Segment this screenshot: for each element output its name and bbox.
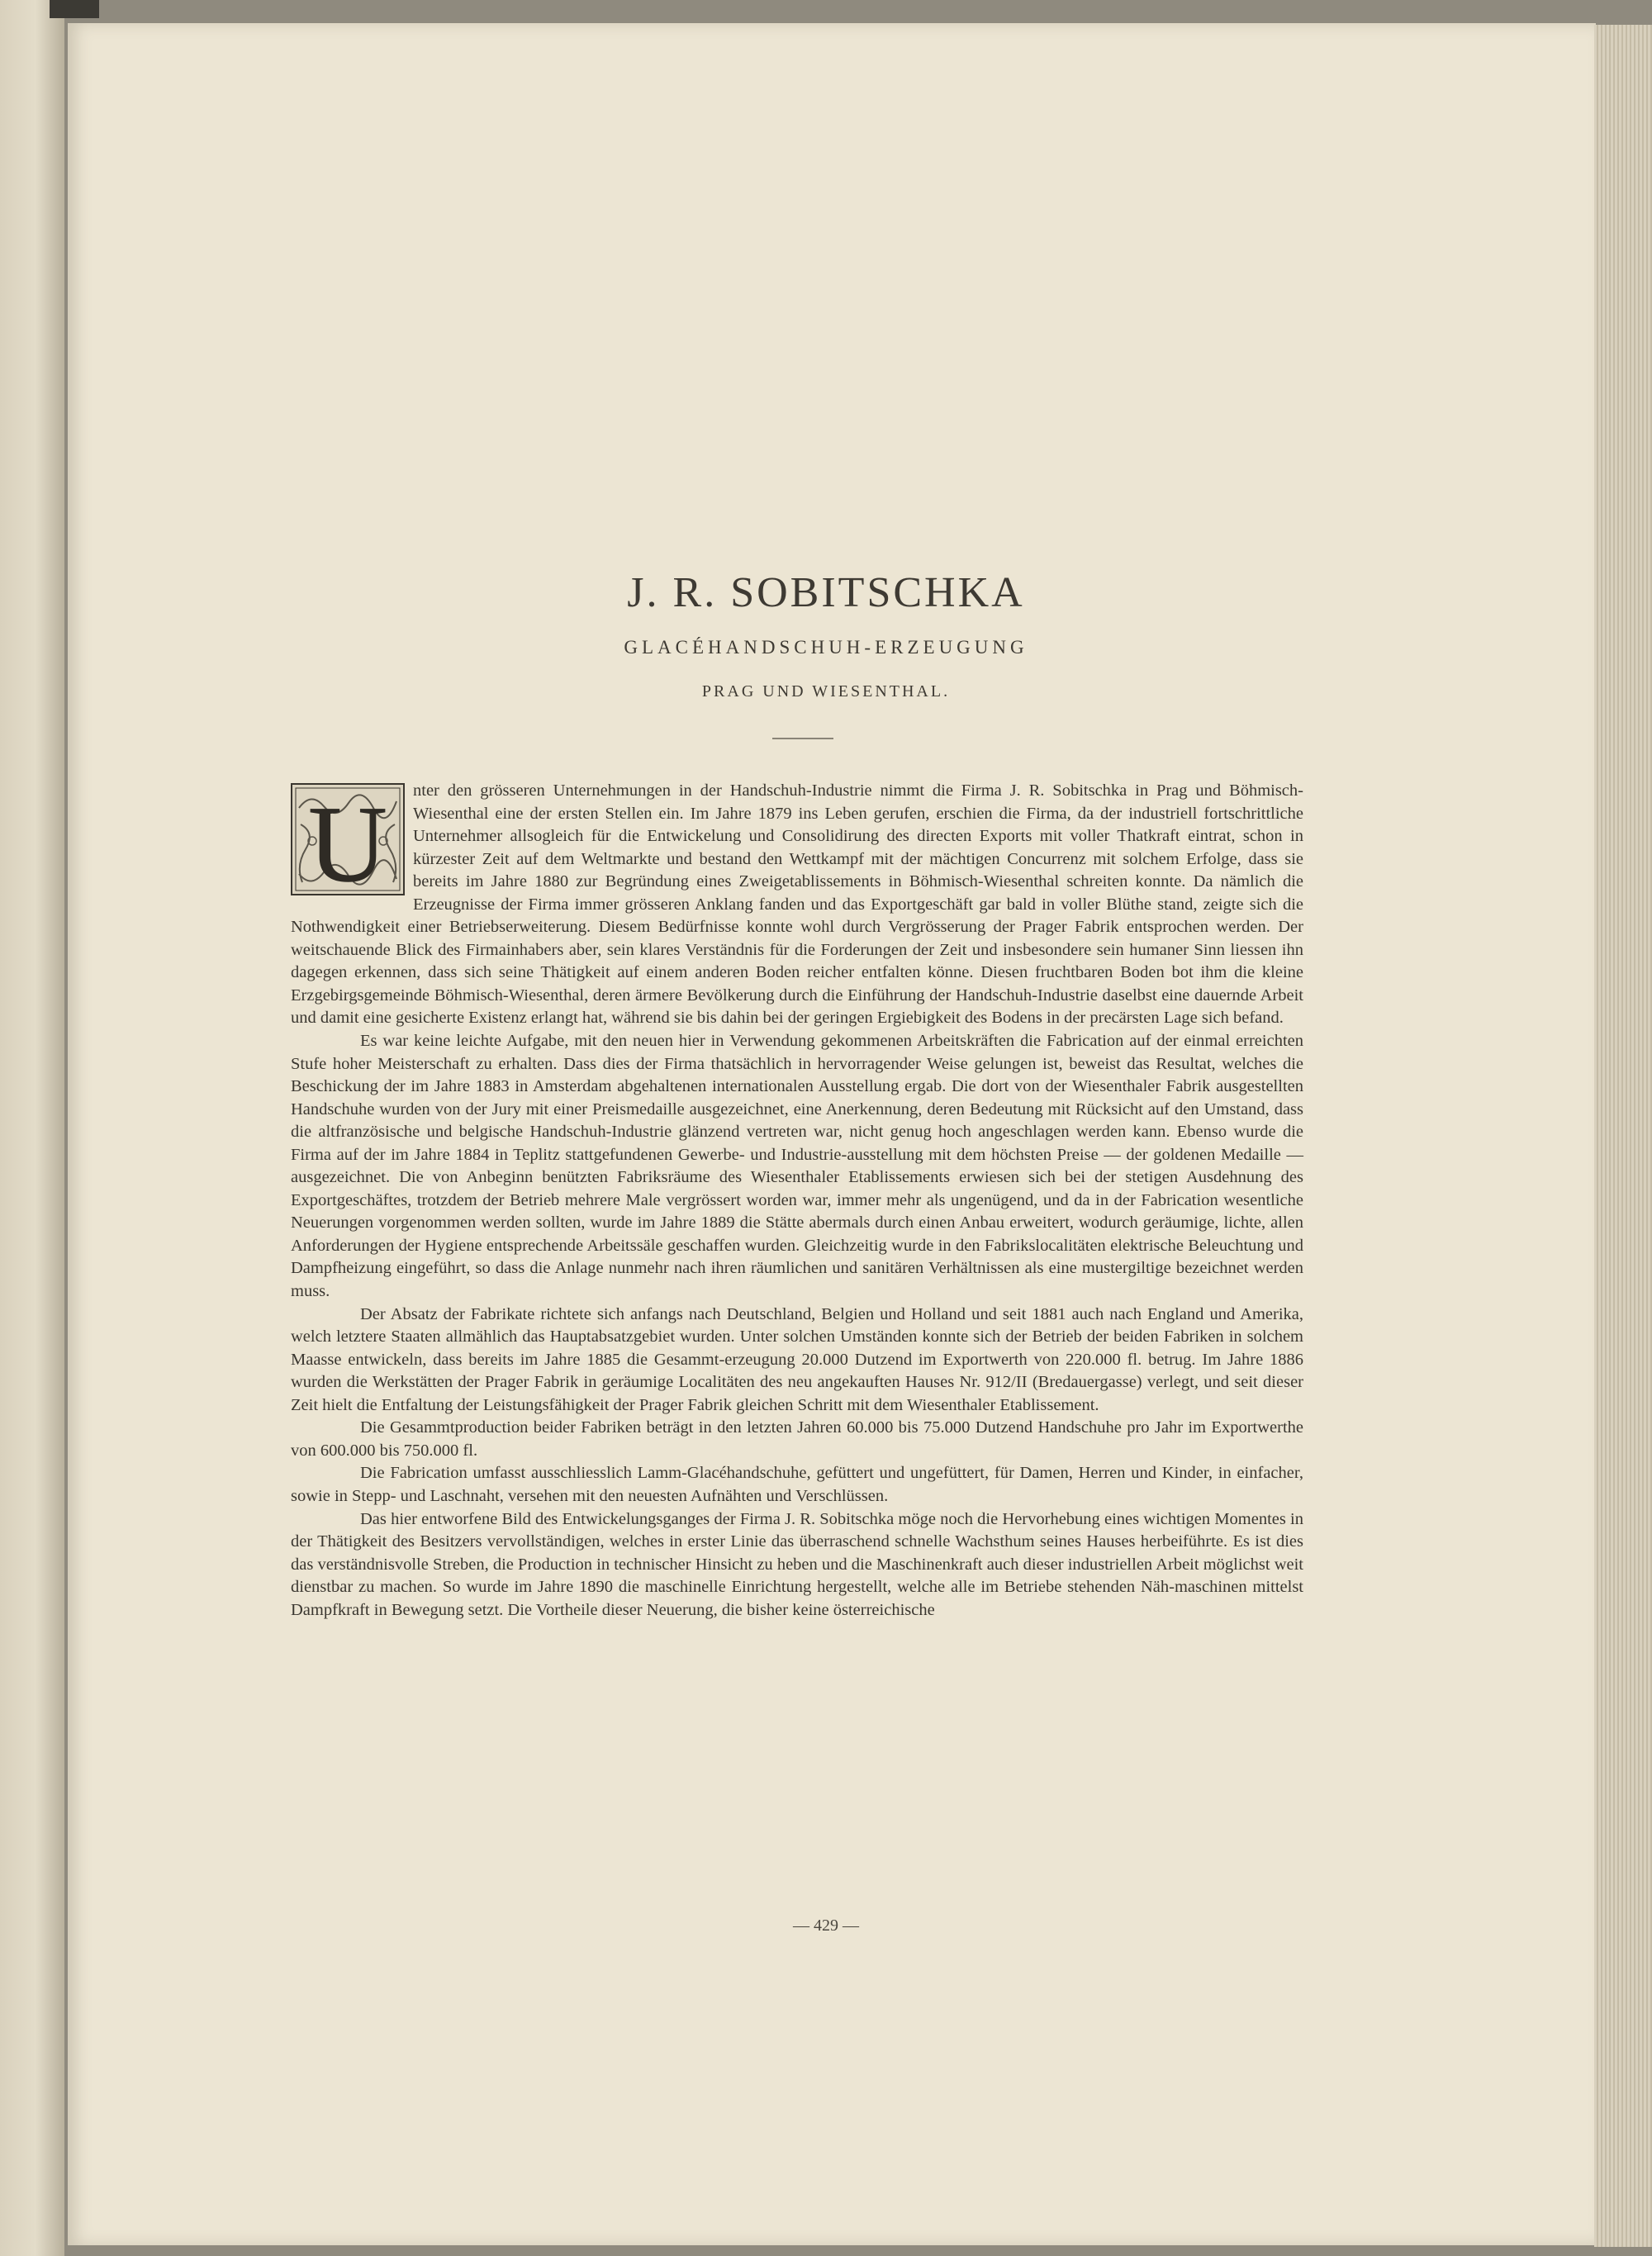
paragraph: Das hier entworfene Bild des Entwickelungsganges der Firma J. R. Sobitschka möge noch die Hervorhebung eines wichtigen Momentes in der Thätigkeit des Besitzers vervollständigen, welches in erster Linie das überraschend schnelle Wachsthum seines Hauses herbeiführte. Es ist dies das verständnisvolle Streben, die Production in technischer Hinsicht zu heben und die Maschinenkraft auch dieser industriellen Arbeit möglichst weit dienstbar zu machen. So wurde im Jahre 1890 die maschinelle Einrichtung hergestellt, welche alle im Betriebe stehenden Näh-maschinen mittelst Dampfkraft in Bewegung setzt. Die Vortheile dieser Neuerung, die bisher keine österreichische (291, 1509, 1303, 1619)
page-subtitle: GLACÉHANDSCHUH-ERZEUGUNG (624, 637, 1028, 658)
book-cover-corner (50, 0, 99, 18)
paragraph: Die Fabrication umfasst ausschliesslich Lamm-Glacéhandschuhe, gefüttert und ungefüttert, für Damen, Herren und Kinder, in einfacher, sowie in Stepp- und Laschnaht, versehen mit den neuesten Aufnähten und Verschlüssen. (291, 1464, 1303, 1505)
page-location: PRAG UND WIESENTHAL. (701, 682, 951, 701)
paragraph: Der Absatz der Fabrikate richtete sich anfangs nach Deutschland, Belgien und Holland und seit 1881 auch nach England und Amerika, welch letztere Staaten allmählich das Hauptabsatzgebiet wurden. Unter solchen Umständen konnte sich der Betrieb der beiden Fabriken in solchem Maasse entwickeln, dass bereits im Jahre 1885 die Gesammt-erzeugung 20.000 Dutzend im Exportwerth von 220.000 fl. betrug. Im Jahre 1886 wurden die Werkstätten der Prager Fabrik in geräumige Localitäten des neu angekauften Hauses Nr. 912/II (Bredauergasse) verlegt, und seit dieser Zeit hielt die Entfaltung der Leistungsfähigkeit der Prager Fabrik gleichen Schritt mit dem Wiesenthaler Etablissement. (291, 1304, 1303, 1414)
paragraph (291, 780, 1303, 1030)
title-divider (772, 738, 833, 739)
page-stack-edge (1594, 25, 1652, 2247)
dropcap-letter: U (308, 783, 387, 895)
page-title: J. R. SOBITSCHKA (627, 569, 1025, 616)
paragraph: Die Gesammtproduction beider Fabriken beträgt in den letzten Jahren 60.000 bis 75.000 Dutzend Handschuhe pro Jahr im Exportwerthe von 600.000 bis 750.000 fl. (291, 1418, 1303, 1460)
article-body (291, 780, 1303, 1622)
page-number: — 429 — (793, 1916, 859, 1935)
ornamental-dropcap-icon (291, 783, 405, 895)
paragraph: Es war keine leichte Aufgabe, mit den neuen hier in Verwendung gekommenen Arbeitskräften die Fabrication auf der einmal erreichten Stufe hoher Meisterschaft zu erhalten. Dass dies der Firma thatsächlich in hervorragender Weise gelungen ist, beweist das Resultat, welches die Beschickung der im Jahre 1883 in Amsterdam abgehaltenen internationalen Ausstellung ergab. Die dort von der Wiesenthaler Fabrik ausgestellten Handschuhe wurden von der Jury mit einer Preismedaille ausgezeichnet, eine Anerkennung, deren Bedeutung mit Rücksicht auf den Umstand, dass die altfranzösische und belgische Handschuh-Industrie glänzend vertreten war, nicht genug hoch angeschlagen werden kann. Ebenso wurde die Firma auf der im Jahre 1884 in Teplitz stattgefundenen Gewerbe- und Industrie-ausstellung mit dem höchsten Preise — der goldenen Medaille — ausgezeichnet. Die von Anbeginn benützten Fabriksräume des Wiesenthaler Etablissements erwiesen sich bei der stetigen Ausdehnung des Exportgeschäftes, trotzdem der Betrieb mehrere Male vergrössert worden war, immer mehr als ungenügend, und da in der Fabrication wesentliche Neuerungen vorgenommen werden sollten, wurde im Jahre 1889 die Stätte abermals durch einen Anbau erweitert, wodurch geräumige, lichte, allen Anforderungen der Hygiene entsprechende Arbeitssäle geschaffen wurden. Gleichzeitig wurde in den Fabrikslocalitäten elektrische Beleuchtung und Dampfheizung eingeführt, so dass die Anlage nunmehr nach ihren räumlichen und sanitären Verhältnissen als eine mustergiltige bezeichnet werden muss. (291, 1032, 1303, 1301)
paragraph-text: nter den grösseren Unternehmungen in der Handschuh-Industrie nimmt die Firma J. R. Sobitschka in Prag und Böhmisch-Wiesenthal eine der ersten Stellen ein. Im Jahre 1879 ins Leben gerufen, erschien die Firma, da der industriell fortschrittliche Unternehmer allsogleich für die Entwickelung und Consolidirung des directen Exports mit voller Thatkraft eintrat, schon in kürzester Zeit auf dem Weltmarkte und bestand den Wettkampf mit der mächtigen Concurrenz mit solchem Erfolge, dass sie bereits im Jahre 1880 zur Begründung eines Zweigetablissements in Böhmisch-Wiesenthal schreiten konnte. Da nämlich die Erzeugnisse der Firma immer grösseren Anklang fanden und das Exportgeschäft gar bald in voller Blüthe stand, zeigte sich die Nothwendigkeit einer Betriebserweiterung. Diesem Bedürfnisse konnte wohl durch Vergrösserung der Prager Fabrik entsprochen werden. Der weitschauende Blick des Firmainhabers aber, sein klares Verständnis für die Forderungen der Zeit und insbesondere sein humaner Sinn liessen ihn dagegen erkennen, dass sich seine Thätigkeit auf einem anderen Boden reicher entfalten könne. Diesen fruchtbaren Boden bot ihm die kleine Erzgebirgsgemeinde Böhmisch-Wiesenthal, deren ärmere Bevölkerung durch die Einführung der Handschuh-Industrie daselbst eine dauernde Arbeit und damit eine gesicherte Existenz erlangt hat, während sie bis dahin bei der geringen Ergiebigkeit des Bodens in der precärsten Lage sich befand. (291, 781, 1303, 1028)
